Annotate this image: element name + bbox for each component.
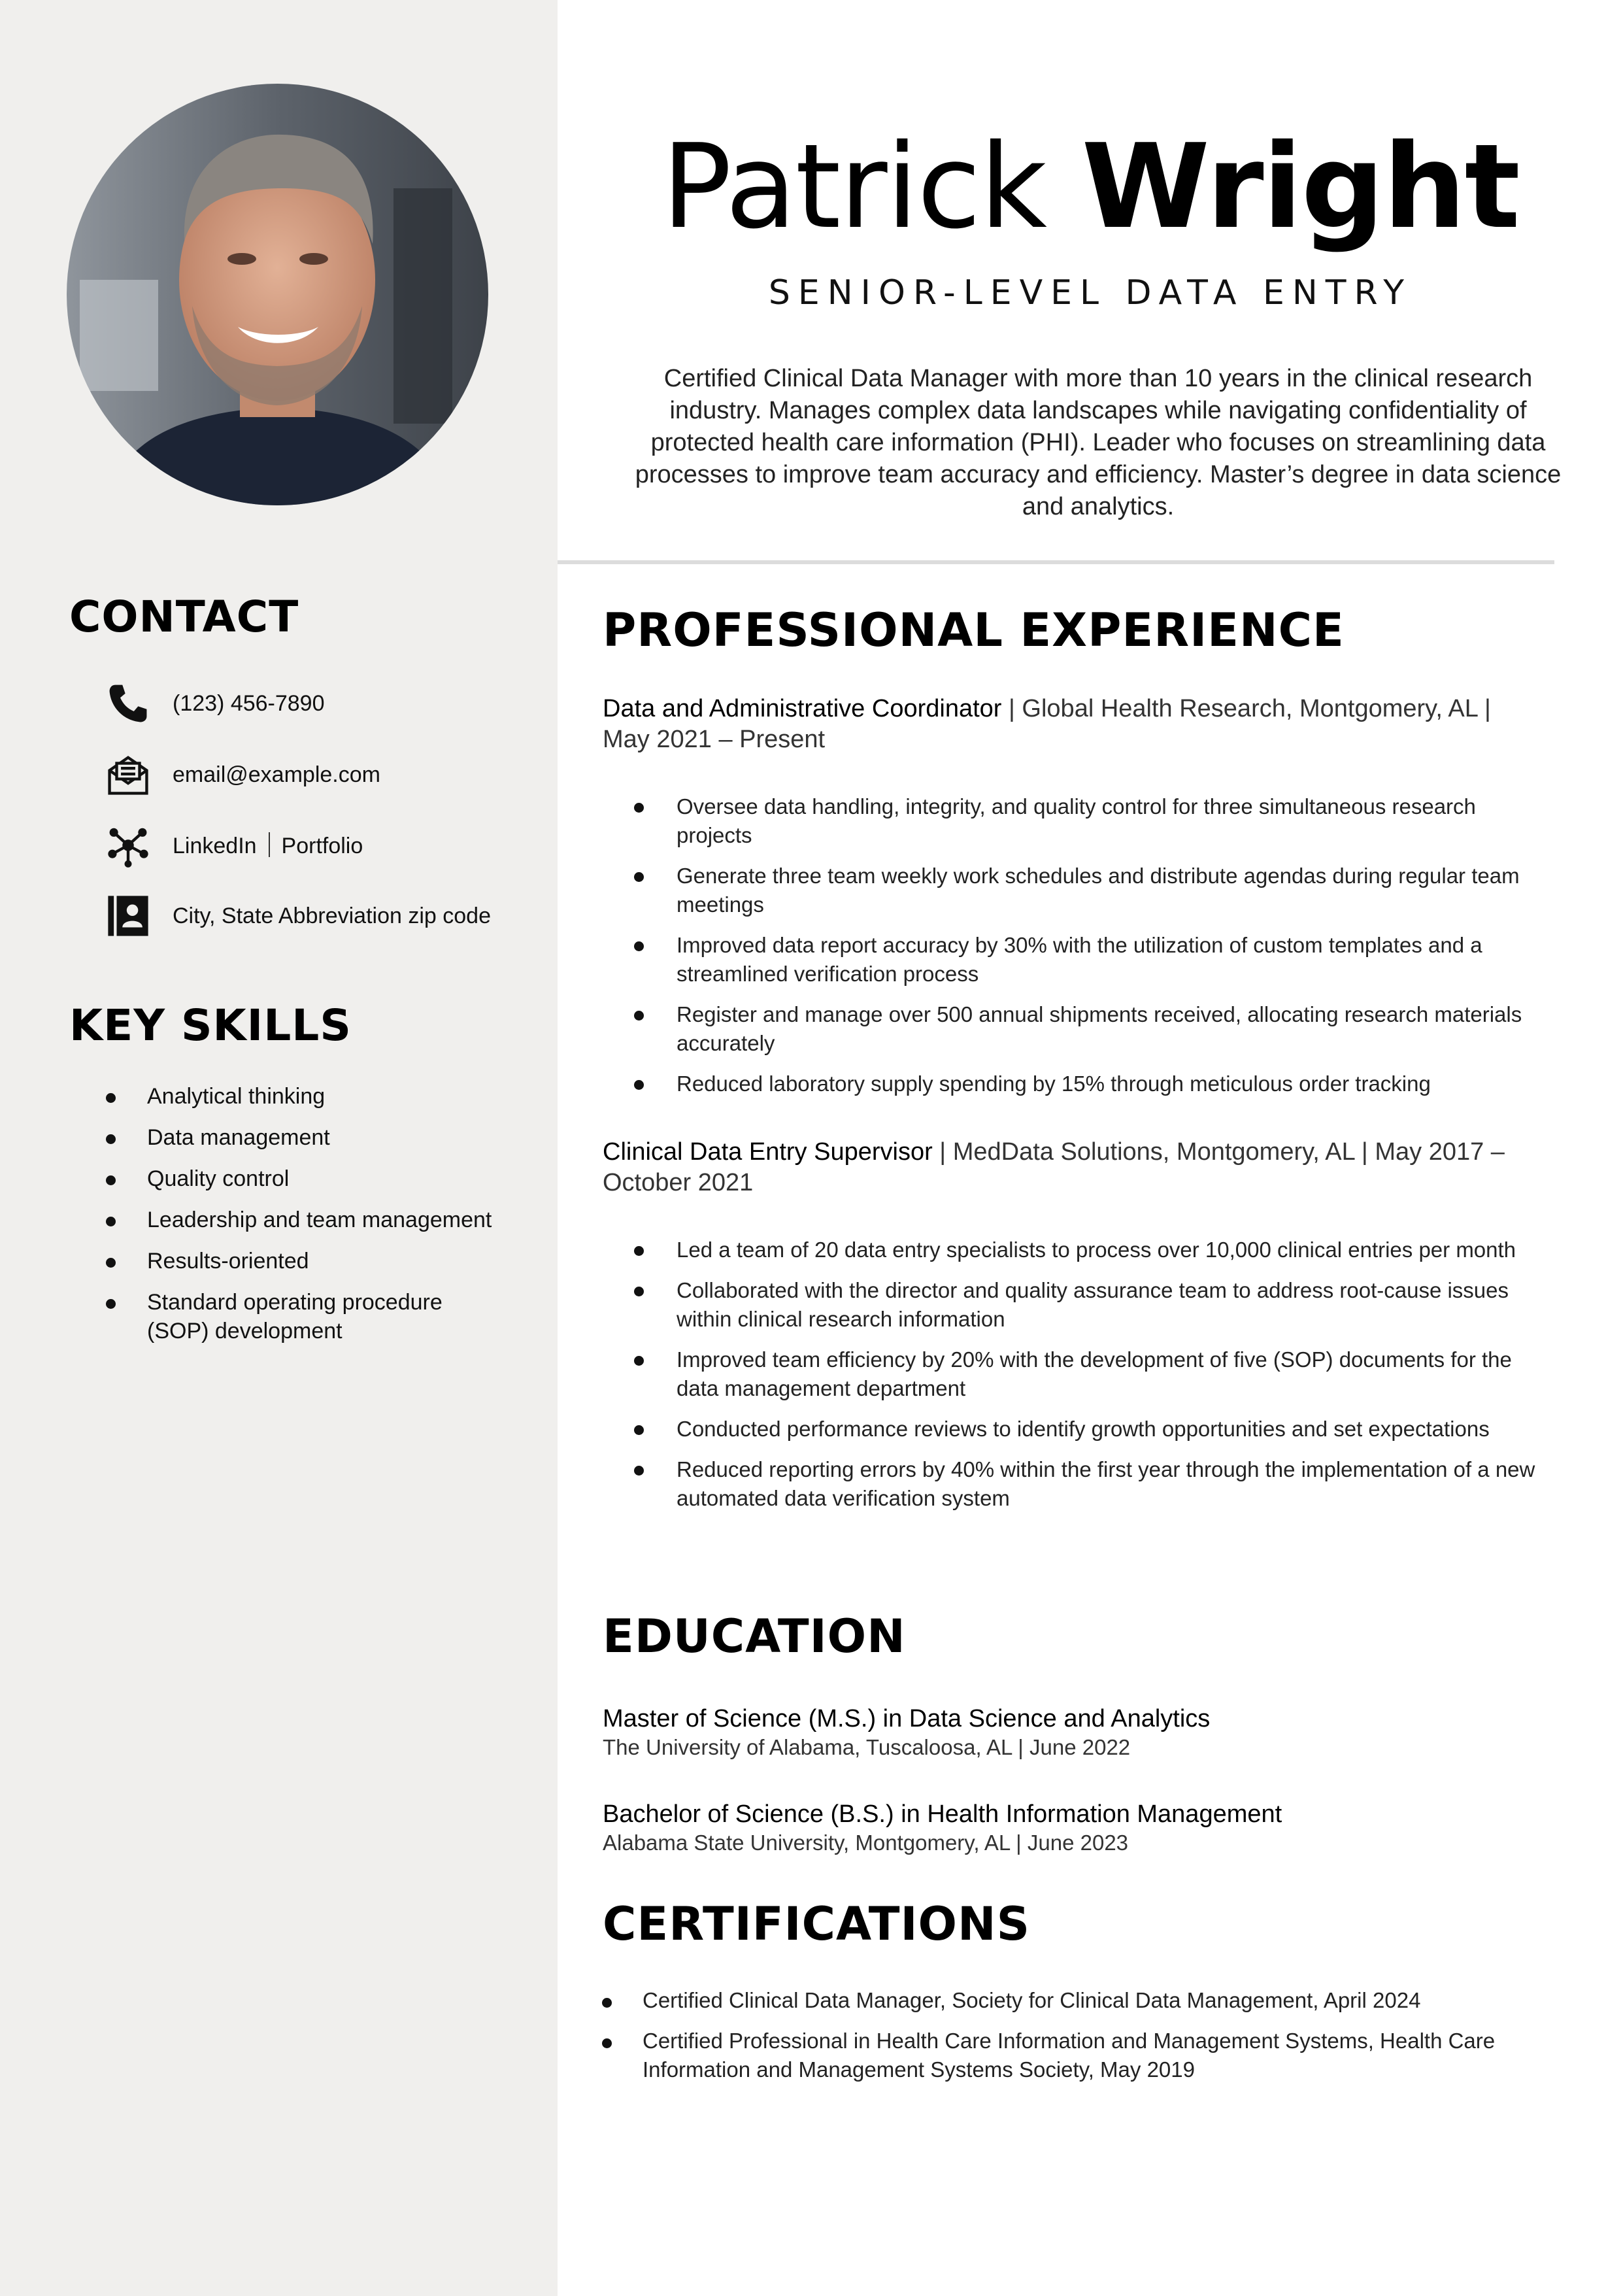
summary: Certified Clinical Data Manager with more than 10 years in the clinical research industry. Manages complex data landscapes while navigating confidentiality of protected health care information (PHI). Leader who focuses on streamlining data processes to improve team accuracy and efficiency. Master’s degree in data science and analytics. (635, 365, 1562, 520)
skill-item: Analytical thinking (92, 1082, 510, 1111)
education-item (603, 1704, 1550, 1761)
job-role: Clinical Data Entry Supervisor (603, 1138, 933, 1166)
portfolio-link[interactable]: Portfolio (281, 833, 363, 858)
contact-heading: CONTACT (69, 592, 299, 642)
degree: Master of Science (M.S.) in Data Science and Analytics (603, 1705, 1211, 1732)
school: Alabama State University, Montgomery, AL | June 2023 (603, 1831, 1129, 1855)
skills-list (92, 1082, 510, 1358)
job-bullet: Collaborated with the director and quality assurance team to address root-cause issues within clinical research information (634, 1276, 1549, 1334)
job-bullet: Register and manage over 500 annual shipments received, allocating research materials accurately (634, 1000, 1549, 1058)
school: The University of Alabama, Tuscaloosa, AL | June 2022 (603, 1735, 1131, 1759)
linkedin-link[interactable]: LinkedIn (173, 833, 257, 858)
job-bullet: Oversee data handling, integrity, and quality control for three simultaneous research projects (634, 792, 1549, 850)
certifications-heading: CERTIFICATIONS (603, 1897, 1031, 1951)
phone-text: (123) 456-7890 (173, 690, 325, 716)
job-bullets (634, 1236, 1549, 1525)
link-separator (269, 832, 270, 857)
education-heading: EDUCATION (603, 1610, 906, 1663)
certification-item: Certified Professional in Health Care Information and Management Systems, Health Care Information and Management Systems Society, May 2019 (600, 2027, 1541, 2084)
job-details: | MedData Solutions, Montgomery, AL | May 2017 – October 2021 (603, 1138, 1505, 1196)
degree: Bachelor of Science (B.S.) in Health Information Management (603, 1800, 1282, 1828)
job-bullet: Conducted performance reviews to identify growth opportunities and set expectations (634, 1415, 1549, 1443)
job-bullet: Improved team efficiency by 20% with the development of five (SOP) documents for the data management department (634, 1345, 1549, 1403)
skill-item: Data management (92, 1123, 510, 1152)
skill-item: Standard operating procedure (SOP) development (92, 1288, 510, 1345)
certification-item: Certified Clinical Data Manager, Society for Clinical Data Management, April 2024 (600, 1986, 1541, 2015)
contact-address[interactable] (105, 890, 491, 942)
header-divider (558, 560, 1554, 564)
contact-phone[interactable] (105, 677, 325, 730)
email-text: email@example.com (173, 762, 380, 787)
experience-heading: PROFESSIONAL EXPERIENCE (603, 603, 1345, 657)
job-title: SENIOR-LEVEL DATA ENTRY (768, 273, 1413, 312)
certifications-list (600, 1986, 1541, 2096)
links-text (173, 832, 363, 859)
candidate-name (558, 119, 1623, 254)
address-book-icon (105, 892, 152, 939)
job-bullet: Reduced laboratory supply spending by 15% through meticulous order tracking (634, 1070, 1549, 1098)
job-bullet: Led a team of 20 data entry specialists to process over 10,000 clinical entries per month (634, 1236, 1549, 1264)
education-item (603, 1799, 1550, 1857)
job-bullet: Generate three team weekly work schedules and distribute agendas during regular team meetings (634, 862, 1549, 919)
job-header (603, 694, 1531, 755)
job-bullet: Reduced reporting errors by 40% within the first year through the implementation of a new automated data verification system (634, 1455, 1549, 1513)
first-name: Patrick (661, 119, 1046, 254)
skill-item: Results-oriented (92, 1247, 510, 1275)
contact-links[interactable] (105, 819, 363, 871)
network-icon (105, 822, 152, 869)
profile-photo (67, 84, 488, 505)
last-name: Wright (1081, 119, 1519, 254)
skills-heading: KEY SKILLS (69, 1000, 352, 1051)
job-bullets (634, 792, 1549, 1110)
job-details: | Global Health Research, Montgomery, AL | May 2021 – Present (603, 695, 1491, 753)
skill-item: Quality control (92, 1164, 510, 1193)
skill-item: Leadership and team management (92, 1206, 510, 1234)
phone-icon (105, 680, 152, 727)
job-bullet: Improved data report accuracy by 30% with the utilization of custom templates and a streamlined verification process (634, 931, 1549, 988)
job-header (603, 1137, 1531, 1198)
mail-icon (105, 751, 152, 798)
address-text: City, State Abbreviation zip code (173, 903, 491, 928)
job-role: Data and Administrative Coordinator (603, 695, 1002, 722)
contact-email[interactable] (105, 749, 380, 801)
